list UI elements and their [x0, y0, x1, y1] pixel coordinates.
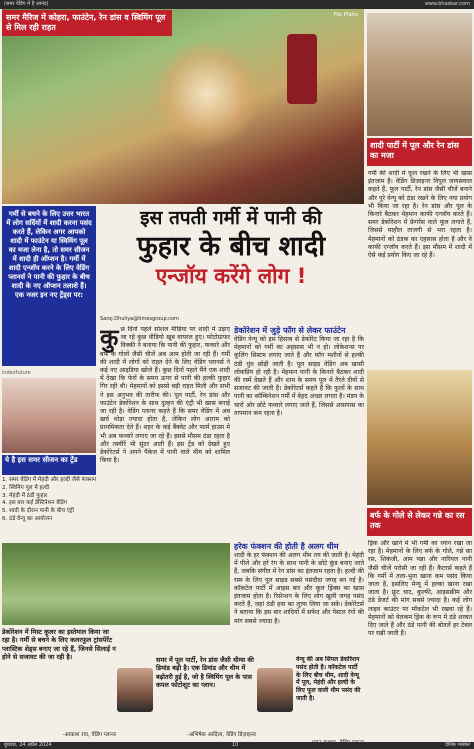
avatar [117, 668, 153, 712]
right-bottom-body: ड्रिंक और खाने में भी गर्मी का ध्यान रखा जा रहा है। मेहमानों के लिए बर्फ के गोले, गन्ने का रस, शिकंजी, आम पन्ना और नारियल पानी जैसी चीजें परोसी जा रही हैं। कैटरर्स कहते हैं कि गर्मी में तला-भुना खाना कम पसंद किया जाता है, इसलिए मेन्यू में हल्का खाना रखा जाता है। फ्रूट चाट, कुल्फी, आइसक्रीम और ठंडे डेजर्ट की मांग सबसे ज्यादा है। कई लोग लाइव काउंटर पर मॉकटेल भी रखवा रहे हैं। मेहमानों को वेलकम ड्रिंक के रूप में ठंडे शरबत दिए जाते हैं और ठंडे पानी की बोतलें हर टेबल पर रखी जाती हैं। [368, 540, 472, 638]
avatar [257, 668, 293, 712]
top-strip-left: (समर वेडिंग में है आनंद) [4, 1, 49, 7]
quote-1-sign: -आकाश राव, वेडिंग प्लानर [62, 732, 116, 738]
article-col1 [100, 326, 230, 540]
quote-2-text: समर में पूल पार्टी, रेन डांस जैसी थीम्स की डिमांड बढ़ी है। एक डिमांड और थीम में बढ़ोतरी हुई है, जो है स्विमिंग पूल के पास कपल फोटोशूट का प्लान। [156, 656, 254, 690]
wedding-ritual-photo [2, 378, 96, 453]
col2-heading2: हरेक फंक्शन की होती है अलग थीम [234, 542, 339, 551]
drinks-stall-photo [367, 370, 472, 505]
hero-credit: File Photo [333, 12, 358, 18]
trend-item: 4. इस बार कई डेस्टिनेशन वेडिंग [2, 500, 67, 507]
top-strip-right: www.bhaskar.com [424, 1, 470, 7]
trend-item: 1. समर वेडिंग में मेहंदी और हल्दी जैसे फंक्शन [2, 477, 96, 483]
quote-1 [2, 628, 116, 738]
col2b-text: शादी के हर फंक्शन की अलग थीम तय की जाती है। मेहंदी में पीले और हरे रंग के साथ पानी के छोटे कुंड बनाए जाते हैं, जबकि संगीत में रेन डांस का इंतजाम रहता है। हल्दी की रस्म के लिए पूल साइड सबसे पसंदीदा जगह बन गई है। कॉकटेल पार्टी में आइस बार और कूल ड्रिंक्स का खास इंतजाम होता है। रिसेप्शन के लिए लोग खुली जगह पसंद करते हैं, जहां ठंडी हवा का लुत्फ लिया जा सके। डेकोरेटर्स ने बताया कि इस बार शादियों में सफेद और पेस्टल रंगों की मांग सबसे ज्यादा है। [234, 552, 364, 625]
headline [98, 207, 364, 312]
page-number: 10 [232, 742, 239, 748]
top-strip [0, 0, 474, 9]
intro-box: गर्मी से बचने के लिए उत्तर भारत में लोग सर्दियों में शादी करना पसंद करते हैं, लेकिन अगर आपको शादी में फाउंटेन या स्विमिंग पूल का मजा लेना है, तो समर सीजन में शादी ही ऑप्शन है। गर्मी में शादी एन्जॉय करने के लिए वेडिंग प्लानर्स ने पानी की फुहार के बीच शादी के नए ऑप्शन तलाशे हैं। एक नजर इन नए ट्रेंड्स पर: [2, 206, 96, 366]
garden-wedding-photo [2, 543, 230, 625]
quote-2 [156, 656, 256, 738]
trend-list [2, 477, 96, 524]
article-col1-text: छ दिनों पहले सोशल मीडिया पर शादी में उड़ाए जा रहे कुछ वीडियो खूब वायरल हुए। फोटोग्राफर विक्की ने बताया कि पानी की फुहार, फव्वारे और बर्फ के गोलों जैसी चीजें अब आम होती जा रही हैं। गर्मी की शादी में लोगों को राहत देने के लिए वेडिंग प्लानर्स ने कई नए आइडिया खोजे हैं। कुछ दिनों पहले मैंने एक शादी में देखा कि फेरों के समय ऊपर से पानी की हल्की फुहार गिर रही थी। मेहमानों को इससे बड़ी राहत मिली और सभी ने इस अनुभव की तारीफ की। पूल पार्टी, रेन डांस और फाउंटेन डेकोरेशन के साथ दुल्हन की एंट्री भी खास बनाई जा रही है। वेडिंग प्लानर कहते हैं कि समर वेडिंग में अब खर्च थोड़ा ज्यादा होता है, लेकिन लोग आराम को प्राथमिकता देते हैं। शहर के कई बैंक्वेट और फार्म हाउस में भी अब फव्वारे लगाए जा रहे हैं। इससे मौसम ठंडा रहता है और तस्वीरें भी सुंदर आती हैं। इस ट्रेंड को देखते हुए डेकोरेटर्स ने अपने पैकेज में पानी वाले थीम को शामिल किया है। [100, 326, 230, 465]
col2-text: वेडिंग वेन्यू को इस हिसाब से डेकोरेट किया जा रहा है कि मेहमानों को गर्मी का अहसास भी न हो। लोकेशन्स पर कूलिंग सिस्टम लगाए जाते हैं और फॉग मशीनों से हल्की ठंडी धुंध छोड़ी जाती है। पूल साइड वेडिंग अब खासी लोकप्रिय हो रही है। मेहमान पानी के किनारे बैठकर शादी की रस्में देखते हैं और शाम के समय पूल में तैरते दीयों से सजावट की जाती है। डेकोरेटर्स कहते हैं कि फूलों के साथ पानी का कॉम्बिनेशन गर्मी में बेहद अच्छा लगता है। मंडप के चारों ओर छोटे फव्वारे लगाए जाते हैं, जिससे आसपास का तापमान कम रहता है। [234, 336, 364, 417]
headline-line2: फुहार के बीच शादी [136, 231, 326, 262]
left-label: indexfuture [2, 370, 31, 376]
quote-1-text: डेकोरेशन में मिस्ट कूलर का इस्तेमाल किया जा रहा है। गर्मी से बचने के लिए कलरफुल ट्रांसपेरेंट प्लास्टिक शेड्स बनाए जा रहे हैं, जिनसे सिलाई न होने से सजावट की जा रही है। [2, 628, 116, 662]
hero-photo [2, 9, 364, 204]
article-col2 [234, 326, 364, 540]
hero-caption: समर मैरिज में कोहरा, फाउंटेन, रेन डांस व स्विमिंग पूल से मिल रही राहत [2, 10, 172, 36]
byline: Saroj.Dhuliya@timesgroup.com [100, 316, 179, 322]
pool-party-photo [367, 13, 472, 136]
decor-graphic [287, 34, 317, 104]
trend-item: 3. मेहंदी में ठंडी फुहार [2, 492, 48, 499]
trend-item: 2. स्विमिंग पूल में हल्दी [2, 484, 50, 491]
right-top-body: गर्मी की शादी में फूल रखने के लिए भी खास इंतजाम है। वेडिंग डिजाइनर विपुल जायसवाल कहते हैं, फूल पार्टी, रेन डांस जैसी चीजें बनाने और पूरे वेन्यू को ठंडा रखने के लिए नया प्रयोग भी किया जा रहा है। रेन डांस और पूल के किनारे बैठकर मेहमान काफी एन्जॉय करते हैं। समर डेकोरेशन में फ्रेगरेंस वाले फूल लगाते हैं, जिससे माहौल ताजगी से भरा रहता है। मेहमानों को ठंडक का एहसास होता है और वे काफी एन्जॉय करते हैं। इस मौसम में शादी में ऐसे कई प्रयोग किए जा रहे हैं। [368, 170, 472, 260]
footer-left: बुधवार, 24 अप्रैल 2024 [4, 742, 52, 748]
article-col2-lower [234, 542, 364, 652]
trend-header: ये है इस समर सीजन का ट्रेंड [2, 455, 96, 475]
quote-2-sign: -अभिषेक आदित्य, वेडिंग डिज़ाइनर [186, 732, 256, 738]
right-top-caption: शादी पार्टी में पूल और रेन डांस का मजा [367, 138, 472, 166]
footer-right: दैनिक भास्कर [445, 742, 470, 748]
dropcap: कु [100, 326, 119, 352]
trend-item: 5. शादी के दौरान पानी के बीच एंट्री [2, 508, 75, 515]
headline-line3: एन्जॉय करेंगे लोग ! [155, 264, 307, 288]
mist-fountain-graphic [152, 39, 262, 149]
quote-3-text: वेन्यू की अब सिंपल डेकोरेशन पसंद होती है। कॉकटेल पार्टी के लिए बीच थीम, शादी वेन्यू में पूल, मेहंदी और हल्दी के लिए फूल वाली थीम पसंद की जाती है। [296, 656, 361, 702]
quote-3 [296, 656, 364, 738]
trend-item: 6. ठंडे वेन्यू का आयोजन [2, 515, 53, 522]
headline-line1: इस तपती गर्मी में पानी की [140, 207, 322, 229]
right-bottom-caption: बर्फ के गोले से लेकर गन्ने का रस तक [367, 508, 472, 536]
col2-heading: डेकोरेशन में जुड़े फॉग से लेकर फाउंटेन [234, 326, 346, 335]
footer [0, 742, 474, 749]
